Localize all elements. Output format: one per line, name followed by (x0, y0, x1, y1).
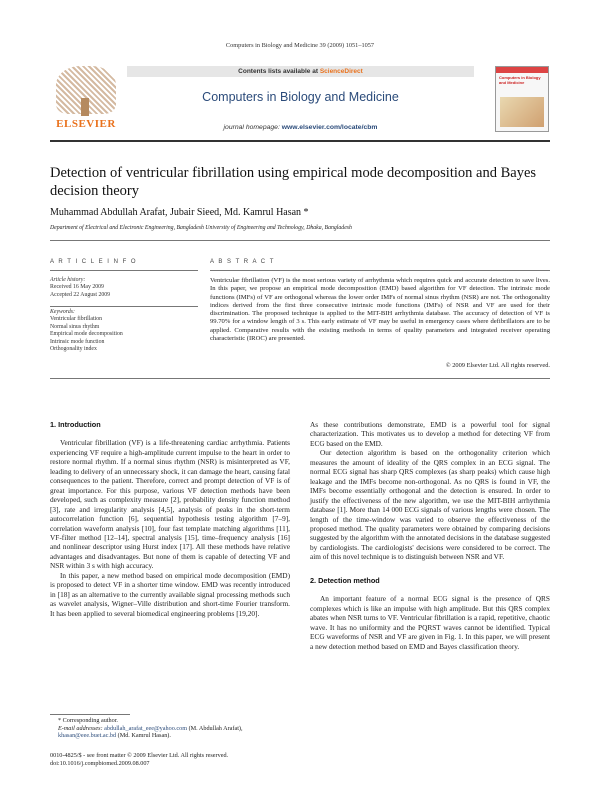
abstract-bottom-rule (50, 378, 550, 379)
email-link-hasan[interactable]: khasan@eee.buet.ac.bd (58, 732, 117, 740)
abstract-rule (210, 270, 550, 271)
contents-band (127, 66, 474, 77)
corresponding-author-note: * Corresponding author. (58, 717, 118, 724)
elsevier-wordmark: ELSEVIER (56, 118, 116, 130)
paper-authors: Muhammad Abdullah Arafat, Jubair Sieed, Md. Kamrul Hasan * (50, 207, 309, 218)
email-label: E-mail addresses: (58, 724, 103, 732)
abstract-text: Ventricular fibrillation (VF) is the most serious variety of arrhythmia which requires quick and accurate detection to save lives. In this paper, we propose an empirical mode decomposition (EMD) based algorithm for VF detection. The intrinsic mode functions (IMFs) of VF are orthogonal whereas the lower order IMFs of normal sinus rhythm (NSR) are not. The orthogonality indices derived from the first three consecutive intrinsic mode functions (IMFs) of NSR and VF are used for their discrimination. The proposed technique is applied to the MIT-BIH arrhythmia database. The accuracy of detection of VF is 99.70% for a window length of 3 s. This early estimate of VF may be useful in emergency cases where defibrillators are to be applied. Comparative results with the existing methods in terms of quality parameters and integrated receiver operating characteristic (IROC) are presented. (210, 277, 550, 343)
paper-title: Detection of ventricular fibrillation using empirical mode decomposition and Bayes decision theory (50, 165, 537, 199)
sciencedirect-link[interactable]: ScienceDirect (319, 68, 363, 75)
article-info-rule (50, 270, 198, 271)
journal-cover-thumbnail (495, 66, 549, 132)
homepage-url[interactable]: www.elsevier.com/locate/cbm (281, 124, 378, 131)
elsevier-logo (50, 66, 122, 132)
keyword-item: Intrinsic mode function (50, 338, 105, 345)
tree-trunk-icon (81, 98, 89, 116)
keyword-item: Ventricular fibrillation (50, 316, 102, 323)
journal-reference: Computers in Biology and Medicine 39 (2009) 1051–1057 (225, 42, 375, 49)
issn-doi (50, 752, 350, 767)
abstract-copyright: © 2009 Elsevier Ltd. All rights reserved. (445, 362, 550, 369)
abstract-heading: A B S T R A C T (210, 259, 275, 265)
footnotes (50, 717, 295, 740)
cover-art (500, 97, 544, 127)
contents-prefix: Contents lists available at (238, 68, 320, 75)
keyword-item: Orthogonality index (50, 346, 97, 353)
cover-title: Computers in Biology and Medicine (499, 75, 541, 85)
accepted-date: Accepted 22 August 2009 (50, 291, 111, 298)
footnote-rule (50, 714, 130, 715)
intro-paragraph-1: Ventricular fibrillation (VF) is a life-threatening cardiac arrhythmia. Patients experiencing VF require a high-amplitude current impulse to the heart in order to restore normal rhythm. If a normal sinus rhythm (NSR) is misinterpreted as VF, leading to delivery of an unnecessary shock, it can damage the heart, causing fatal consequences to the patient. Therefore, correct and prompt detection of VF is of great importance. For this purpose, various VF detection methods have been developed, such as complexity measure [2], probability density function method [3], rate and irregularity analysis [4,5], analysis of peaks in the short-term autocorrelation function [6], sequential hypothesis testing algorithm [7–9], correlation waveform analysis [10], four fast template matching algorithms [11], VF-filter method [12–14], spectral analysis [15], time–frequency analysis [16] and nonlinear descriptor using Hurst index [17]. All these methods have relative advantages and disadvantages. But none of them is capable of detecting VF and NSR within 3 s with high accuracy. (50, 438, 290, 571)
right-paragraph-2: Our detection algorithm is based on the orthogonality criterion which measures the amount of ideality of the QRS complex in an ECG signal. The normal ECG signal has sharp QRS complexes (as sharp peaks) which cause high leakage and the IMFs become non-orthogonal. As no QRS is found in VF, the IMFs become essentially orthogonal and the detection is ensured. In order to justify the effectiveness of the new algorithm, we use the MIT-BIH arrhythmia database [1]. More than 14 000 ECG signals of various lengths were chosen. The length of the time-window was varied to observe the effectiveness of the proposed method. The quality parameters were obtained by comparing decisions suggested by the algorithm with the annotated decisions in the database suggested by cardiologists. The cardiologists' decisions were considered to be correct. The aim of this novel technique is to distinguish between NSR and VF. (310, 448, 550, 562)
doi-line: doi:10.1016/j.compbiomed.2009.08.007 (50, 759, 150, 767)
issn-line: 0010-4825/$ - see front matter © 2009 Elsevier Ltd. All rights reserved. (50, 752, 229, 759)
article-info-heading: A R T I C L E I N F O (50, 259, 138, 265)
homepage-prefix: journal homepage: (223, 124, 282, 131)
journal-homepage (127, 124, 474, 131)
right-paragraph-1: As these contributions demonstrate, EMD is a powerful tool for signal characterization. This motivates us to develop a method for detecting VF from ECG based on the EMD. (310, 420, 550, 448)
introduction-heading: 1. Introduction (50, 420, 101, 429)
email-link-arafat[interactable]: abdullah_arafat_eee@yahoo.com (104, 724, 188, 732)
affiliation-rule (50, 240, 550, 241)
header-rule (50, 140, 550, 142)
keyword-item: Normal sinus rhythm (50, 323, 100, 330)
right-column (310, 420, 550, 651)
history-label: Article history: (50, 277, 86, 283)
email-addresses (50, 725, 295, 740)
left-column (50, 420, 290, 618)
email-owner-arafat: (M. Abdullah Arafat), (188, 724, 243, 732)
received-date: Received 16 May 2009 (50, 284, 104, 291)
cover-bar (496, 67, 548, 73)
keyword-item: Empirical mode decomposition (50, 331, 123, 338)
journal-title: Computers in Biology and Medicine (202, 90, 399, 104)
keywords-block (50, 309, 200, 353)
detection-method-heading: 2. Detection method (310, 575, 380, 585)
paper-affiliation: Department of Electrical and Electronic Engineering, Bangladesh University of Engineering and Technology, Dhaka, Bangladesh (50, 225, 352, 231)
intro-paragraph-2: In this paper, a new method based on empirical mode decomposition (EMD) is proposed to detect VF in a shorter time window. EMD was recently introduced in [18] as an alternative to the currently available signal processing methods such as wavelet analysis, Wigner–Ville distribution and short-time Fourier transform. It has been applied to several biomedical engineering problems [19,20]. (50, 570, 290, 618)
keywords-label: Keywords: (50, 309, 75, 315)
history-rule (50, 306, 198, 307)
email-owner-hasan: (Md. Kamrul Hasan). (117, 732, 171, 740)
method-paragraph-1: An important feature of a normal ECG signal is the presence of QRS complexes which is like an impulse with high amplitude. But this QRS complex abates when NSR turns to VF. Ventricular fibrillation is a rapid, repetitive, chaotic wave. It has no uniformity and the PQRST waves cannot be identified. Typical ECG waveforms of NSR and VF are given in Fig. 1. In this paper, we will present a new detection method based on EMD and Bayes classification theory. (310, 594, 550, 651)
article-history (50, 277, 200, 299)
